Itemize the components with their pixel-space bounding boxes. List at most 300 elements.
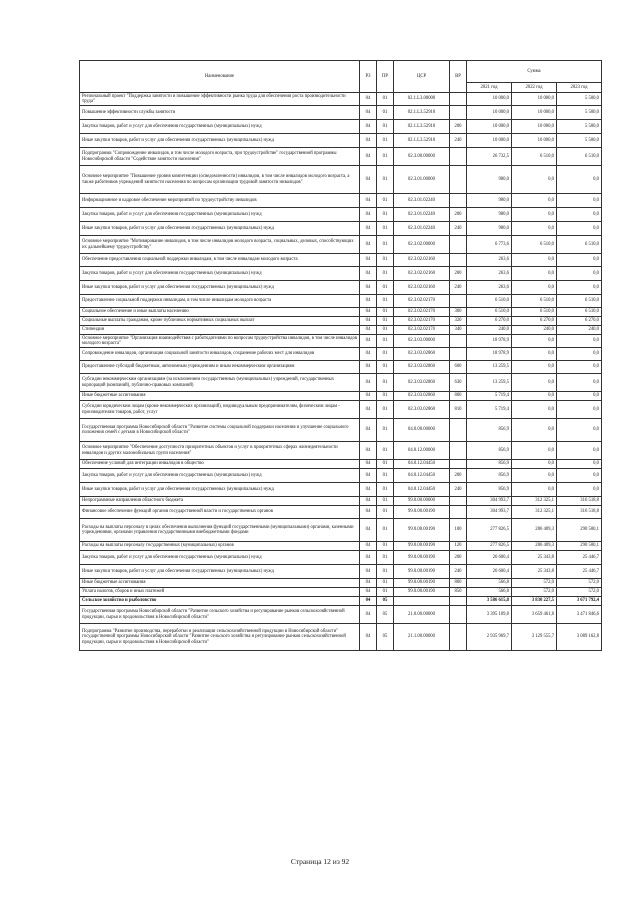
cell-vr: 800 — [450, 579, 467, 588]
cell-csr: 02.3.03.02860 — [394, 361, 450, 374]
cell-vr: 630 — [450, 374, 467, 392]
cell-csr: 04.0.00.00000 — [394, 419, 450, 442]
cell-csr: 04.0.12.04450 — [394, 483, 450, 497]
cell-pr: 01 — [377, 236, 394, 254]
cell-amount-2023: 316 518,8 — [557, 497, 602, 506]
cell-vr — [450, 194, 467, 208]
cell-amount-2022: 0,0 — [512, 348, 557, 361]
cell-vr: 200 — [450, 551, 467, 565]
cell-vr — [450, 606, 467, 624]
cell-pr: 01 — [377, 419, 394, 442]
cell-amount-2022: 0,0 — [512, 460, 557, 469]
cell-csr: 02.3.02.02160 — [394, 267, 450, 281]
table-row — [80, 419, 602, 442]
cell-amount-2023: 0,0 — [557, 460, 602, 469]
table-row — [80, 222, 602, 236]
cell-amount-2023: 0,0 — [557, 483, 602, 497]
cell-vr: 240 — [450, 222, 467, 236]
cell-amount-2023: 0,0 — [557, 166, 602, 194]
cell-amount-2022: 0,0 — [512, 267, 557, 281]
cell-name: Сельское хозяйство и рыболовство — [80, 597, 360, 606]
cell-csr: 99.0.00.00190 — [394, 506, 450, 519]
cell-amount-2023: 316 518,8 — [557, 506, 602, 519]
cell-pr: 01 — [377, 401, 394, 419]
cell-name: Непрограммные направления областного бюджета — [80, 497, 360, 506]
cell-amount-2022: 6 510,0 — [512, 295, 557, 308]
table-row — [80, 236, 602, 254]
cell-amount-2021: 5 719,4 — [467, 392, 512, 401]
cell-pr: 01 — [377, 317, 394, 326]
cell-pr: 01 — [377, 506, 394, 519]
header-rz: РЗ — [360, 61, 377, 93]
cell-name: Повышение эффективности службы занятости — [80, 106, 360, 120]
cell-amount-2022: 0,0 — [512, 374, 557, 392]
table-row — [80, 348, 602, 361]
cell-amount-2023: 0,0 — [557, 401, 602, 419]
cell-csr: 02.3.02.00000 — [394, 236, 450, 254]
cell-rz: 04 — [360, 606, 377, 624]
cell-pr: 01 — [377, 93, 394, 106]
cell-amount-2021: 6 510,0 — [467, 308, 512, 317]
cell-pr: 01 — [377, 588, 394, 597]
cell-name: Основное мероприятие "Обеспечение доступности приоритетных объектов и услуг в приоритетных сферах жизнедеятельности инвалидов и других маломобильных групп населения" — [80, 442, 360, 460]
table-row — [80, 148, 602, 166]
cell-vr: 200 — [450, 469, 467, 483]
cell-amount-2022: 3 129 555,7 — [512, 624, 557, 651]
cell-rz: 04 — [360, 222, 377, 236]
cell-vr — [450, 335, 467, 348]
cell-pr: 01 — [377, 361, 394, 374]
cell-vr: 100 — [450, 519, 467, 542]
cell-csr: 02.1.L3.52910 — [394, 120, 450, 134]
cell-rz: 04 — [360, 419, 377, 442]
table-row — [80, 392, 602, 401]
cell-name: Стипендии — [80, 326, 360, 335]
cell-amount-2021: 856,9 — [467, 460, 512, 469]
cell-name: Расходы на выплаты персоналу в целях обеспечения выполнения функций государственными (муниципальными) органами, казенными учреждениями, органами управления государственными внебюджетными фондами — [80, 519, 360, 542]
cell-name: Иные закупки товаров, работ и услуг для обеспечения государственных (муниципальных) нужд — [80, 134, 360, 148]
cell-vr — [450, 348, 467, 361]
cell-rz: 04 — [360, 497, 377, 506]
cell-name: Региональный проект "Поддержка занятости и повышение эффективности рынка труда для обеспечения роста производительности труда" — [80, 93, 360, 106]
table-row — [80, 483, 602, 497]
cell-amount-2021: 980,0 — [467, 208, 512, 222]
cell-rz: 04 — [360, 392, 377, 401]
cell-vr — [450, 236, 467, 254]
cell-amount-2023: 0,0 — [557, 254, 602, 267]
header-pr: ПР — [377, 61, 394, 93]
cell-amount-2022: 6 510,0 — [512, 148, 557, 166]
cell-vr: 810 — [450, 401, 467, 419]
cell-name: Информационное и кадровое обеспечение мероприятий по трудоустройству инвалидов — [80, 194, 360, 208]
cell-amount-2021: 18 978,9 — [467, 348, 512, 361]
table-row — [80, 194, 602, 208]
cell-name: Закупка товаров, работ и услуг для обеспечения государственных (муниципальных) нужд — [80, 120, 360, 134]
cell-rz: 04 — [360, 166, 377, 194]
cell-csr: 02.3.03.00000 — [394, 335, 450, 348]
cell-pr: 01 — [377, 222, 394, 236]
cell-name: Обеспечение условий для интеграции инвалидов в общество — [80, 460, 360, 469]
cell-rz: 04 — [360, 519, 377, 542]
header-csr: ЦСР — [394, 61, 450, 93]
cell-vr: 200 — [450, 267, 467, 281]
header-year-2022: 2022 год — [512, 83, 557, 93]
cell-vr: 600 — [450, 361, 467, 374]
cell-csr: 04.0.12.00000 — [394, 442, 450, 460]
cell-amount-2021: 263,6 — [467, 281, 512, 295]
cell-amount-2021: 13 259,5 — [467, 374, 512, 392]
cell-name: Сопровождение инвалидов, организация социальной занятости инвалидов, сохранение рабочих мест для инвалидов — [80, 348, 360, 361]
cell-amount-2022: 10 000,0 — [512, 93, 557, 106]
cell-amount-2021: 26 600,4 — [467, 551, 512, 565]
cell-pr: 01 — [377, 326, 394, 335]
cell-pr: 01 — [377, 166, 394, 194]
cell-csr: 02.3.01.02240 — [394, 208, 450, 222]
cell-pr: 01 — [377, 148, 394, 166]
cell-csr: 99.0.00.00190 — [394, 565, 450, 579]
header-sum: Сумма — [467, 61, 602, 83]
cell-rz: 04 — [360, 317, 377, 326]
cell-rz: 04 — [360, 106, 377, 120]
cell-amount-2022: 10 000,0 — [512, 106, 557, 120]
cell-vr — [450, 506, 467, 519]
cell-amount-2022: 0,0 — [512, 419, 557, 442]
cell-amount-2022: 25 343,8 — [512, 551, 557, 565]
cell-name: Субсидии юридическим лицам (кроме некоммерческих организаций), индивидуальным предпринимателям, физическим лицам - производителям товаров, работ, услуг — [80, 401, 360, 419]
cell-name: Закупка товаров, работ и услуг для обеспечения государственных (муниципальных) нужд — [80, 551, 360, 565]
cell-amount-2022: 0,0 — [512, 361, 557, 374]
cell-csr: 02.3.02.02170 — [394, 308, 450, 317]
cell-pr: 01 — [377, 308, 394, 317]
cell-csr: 02.3.01.02240 — [394, 222, 450, 236]
table-row — [80, 166, 602, 194]
cell-name: Закупка товаров, работ и услуг для обеспечения государственных (муниципальных) нужд — [80, 208, 360, 222]
cell-name: Уплата налогов, сборов и иных платежей — [80, 588, 360, 597]
cell-csr: 02.1.L3.00000 — [394, 93, 450, 106]
table-row — [80, 542, 602, 551]
cell-pr: 01 — [377, 106, 394, 120]
cell-rz: 04 — [360, 267, 377, 281]
cell-vr: 120 — [450, 542, 467, 551]
table-row — [80, 295, 602, 308]
cell-amount-2023: 0,0 — [557, 194, 602, 208]
cell-pr: 01 — [377, 267, 394, 281]
cell-pr: 01 — [377, 392, 394, 401]
cell-amount-2022: 3 659 461,8 — [512, 606, 557, 624]
cell-name: Расходы на выплаты персоналу государственных (муниципальных) органов — [80, 542, 360, 551]
cell-pr: 01 — [377, 374, 394, 392]
cell-amount-2021: 856,9 — [467, 483, 512, 497]
cell-amount-2021: 10 000,0 — [467, 93, 512, 106]
header-vr: ВР — [450, 61, 467, 93]
cell-pr: 01 — [377, 519, 394, 542]
cell-amount-2022: 572,0 — [512, 588, 557, 597]
cell-amount-2022: 0,0 — [512, 392, 557, 401]
cell-amount-2023: 3 671 792,4 — [557, 597, 602, 606]
cell-amount-2022: 10 000,0 — [512, 120, 557, 134]
cell-name: Предоставление социальной поддержки инвалидам, в том числе инвалидам молодого возраста — [80, 295, 360, 308]
cell-csr: 02.3.02.02170 — [394, 317, 450, 326]
cell-amount-2023: 0,0 — [557, 469, 602, 483]
cell-amount-2023: 25 446,7 — [557, 551, 602, 565]
cell-amount-2021: 263,6 — [467, 254, 512, 267]
cell-rz: 04 — [360, 374, 377, 392]
cell-amount-2022: 0,0 — [512, 335, 557, 348]
cell-rz: 04 — [360, 460, 377, 469]
cell-amount-2023: 6 510,0 — [557, 295, 602, 308]
cell-rz: 04 — [360, 565, 377, 579]
cell-rz: 04 — [360, 551, 377, 565]
cell-amount-2021: 6 510,0 — [467, 295, 512, 308]
cell-rz: 04 — [360, 579, 377, 588]
cell-amount-2023: 5 500,0 — [557, 93, 602, 106]
page-number: Страница 12 из 92 — [290, 857, 350, 866]
cell-rz: 04 — [360, 348, 377, 361]
cell-vr: 240 — [450, 134, 467, 148]
cell-pr: 01 — [377, 579, 394, 588]
cell-amount-2023: 6 510,0 — [557, 148, 602, 166]
cell-vr — [450, 295, 467, 308]
cell-csr — [394, 597, 450, 606]
cell-amount-2023: 0,0 — [557, 392, 602, 401]
cell-vr — [450, 93, 467, 106]
cell-amount-2021: 13 259,5 — [467, 361, 512, 374]
cell-amount-2021: 980,0 — [467, 166, 512, 194]
cell-rz: 04 — [360, 295, 377, 308]
cell-csr: 02.3.02.02160 — [394, 281, 450, 295]
cell-csr: 02.3.00.00000 — [394, 148, 450, 166]
cell-amount-2021: 6 270,0 — [467, 317, 512, 326]
cell-amount-2023: 25 446,7 — [557, 565, 602, 579]
cell-pr: 01 — [377, 295, 394, 308]
cell-name: Государственная программа Новосибирской области "Развитие сельского хозяйства и регулирование рынков сельскохозяйственной продукции, сырья и продовольствия в Новосибирской области" — [80, 606, 360, 624]
cell-vr: 200 — [450, 120, 467, 134]
cell-amount-2022: 6 270,0 — [512, 317, 557, 326]
cell-csr: 04.0.12.04450 — [394, 460, 450, 469]
cell-pr: 01 — [377, 469, 394, 483]
cell-rz: 04 — [360, 335, 377, 348]
cell-amount-2021: 304 993,7 — [467, 506, 512, 519]
cell-rz: 04 — [360, 597, 377, 606]
cell-amount-2022: 3 830 227,5 — [512, 597, 557, 606]
cell-amount-2021: 304 993,7 — [467, 497, 512, 506]
cell-vr: 340 — [450, 326, 467, 335]
cell-rz: 04 — [360, 624, 377, 651]
cell-rz: 04 — [360, 236, 377, 254]
table-row — [80, 267, 602, 281]
cell-amount-2023: 0,0 — [557, 208, 602, 222]
cell-name: Финансовое обеспечение функций органов государственной власти и государственных органов — [80, 506, 360, 519]
table-row — [80, 506, 602, 519]
table-row — [80, 497, 602, 506]
cell-vr: 320 — [450, 317, 467, 326]
cell-vr: 850 — [450, 588, 467, 597]
cell-amount-2022: 0,0 — [512, 469, 557, 483]
cell-csr: 02.3.01.00000 — [394, 166, 450, 194]
cell-csr: 04.0.12.04450 — [394, 469, 450, 483]
cell-amount-2023: 5 500,0 — [557, 120, 602, 134]
cell-amount-2021: 3 395 109,8 — [467, 606, 512, 624]
cell-pr: 01 — [377, 134, 394, 148]
table-row — [80, 326, 602, 335]
cell-amount-2023: 3 471 846,6 — [557, 606, 602, 624]
cell-amount-2023: 0,0 — [557, 442, 602, 460]
cell-amount-2022: 0,0 — [512, 254, 557, 267]
table-row — [80, 460, 602, 469]
cell-amount-2021: 566,8 — [467, 588, 512, 597]
cell-amount-2023: 240,0 — [557, 326, 602, 335]
cell-pr: 01 — [377, 483, 394, 497]
cell-amount-2021: 10 000,0 — [467, 106, 512, 120]
cell-csr: 02.1.L3.52910 — [394, 134, 450, 148]
table-row — [80, 254, 602, 267]
cell-amount-2022: 0,0 — [512, 401, 557, 419]
cell-amount-2022: 0,0 — [512, 442, 557, 460]
cell-name: Предоставление субсидий бюджетным, автономным учреждениям и иным некоммерческим организациям — [80, 361, 360, 374]
cell-pr: 01 — [377, 460, 394, 469]
cell-csr: 99.0.00.00190 — [394, 579, 450, 588]
cell-rz: 04 — [360, 401, 377, 419]
cell-csr: 02.3.01.02240 — [394, 194, 450, 208]
cell-amount-2022: 286 409,3 — [512, 542, 557, 551]
cell-name: Основное мероприятие "Мотивирование инвалидов, в том числе инвалидов молодого возраста, социальных, деловых, способствующих их дальнейшему трудоустройству" — [80, 236, 360, 254]
cell-rz: 04 — [360, 254, 377, 267]
cell-amount-2022: 6 510,0 — [512, 236, 557, 254]
cell-name: Основное мероприятие "Организация взаимодействия с работодателями по вопросам трудоустройства инвалидов, в том числе инвалидов молодого возраста" — [80, 335, 360, 348]
cell-amount-2021: 856,9 — [467, 442, 512, 460]
cell-rz: 04 — [360, 483, 377, 497]
cell-vr: 300 — [450, 308, 467, 317]
cell-vr: 240 — [450, 483, 467, 497]
table-row — [80, 335, 602, 348]
cell-pr: 01 — [377, 120, 394, 134]
cell-amount-2023: 0,0 — [557, 419, 602, 442]
cell-vr: 240 — [450, 281, 467, 295]
table-row — [80, 579, 602, 588]
cell-csr: 99.0.00.00190 — [394, 542, 450, 551]
cell-rz: 04 — [360, 148, 377, 166]
cell-name: Социальные выплаты гражданам, кроме публичных нормативных социальных выплат — [80, 317, 360, 326]
cell-rz: 04 — [360, 542, 377, 551]
cell-csr: 02.3.02.02160 — [394, 254, 450, 267]
cell-vr — [450, 106, 467, 120]
cell-amount-2021: 6 773,6 — [467, 236, 512, 254]
cell-pr: 01 — [377, 194, 394, 208]
cell-amount-2023: 572,0 — [557, 579, 602, 588]
table-row — [80, 469, 602, 483]
header-year-2023: 2023 год — [557, 83, 602, 93]
cell-pr: 01 — [377, 254, 394, 267]
cell-name: Государственная программа Новосибирской области "Развитие системы социальной поддержки населения и улучшение социального положения семей с детьми в Новосибирской области" — [80, 419, 360, 442]
cell-name: Иные бюджетные ассигнования — [80, 579, 360, 588]
cell-amount-2022: 0,0 — [512, 281, 557, 295]
cell-name: Подпрограмма "Сопровождение инвалидов, в том числе молодого возраста, при трудоустройстве" государственной программы Новосибирской области "Содействие занятости населения" — [80, 148, 360, 166]
cell-csr: 02.3.03.02860 — [394, 348, 450, 361]
cell-csr: 02.3.03.02860 — [394, 374, 450, 392]
cell-name: Основное мероприятие "Повышение уровня компетенции (осведомленности) инвалидов, в том числе инвалидов молодого возраста, а также работников учреждений занятости населения по вопросам организации трудовой занятости инвалидов" — [80, 166, 360, 194]
cell-pr: 01 — [377, 208, 394, 222]
cell-rz: 04 — [360, 361, 377, 374]
cell-rz: 04 — [360, 281, 377, 295]
cell-amount-2023: 0,0 — [557, 281, 602, 295]
cell-csr: 99.0.00.00190 — [394, 551, 450, 565]
cell-vr — [450, 442, 467, 460]
cell-vr: 800 — [450, 392, 467, 401]
cell-amount-2023: 0,0 — [557, 222, 602, 236]
cell-csr: 21.0.00.00000 — [394, 606, 450, 624]
cell-amount-2021: 980,0 — [467, 222, 512, 236]
cell-amount-2023: 290 500,1 — [557, 519, 602, 542]
cell-name: Иные бюджетные ассигнования — [80, 392, 360, 401]
cell-rz: 04 — [360, 134, 377, 148]
cell-amount-2022: 0,0 — [512, 194, 557, 208]
cell-amount-2021: 26 600,4 — [467, 565, 512, 579]
cell-amount-2022: 0,0 — [512, 483, 557, 497]
cell-name: Иные закупки товаров, работ и услуг для обеспечения государственных (муниципальных) нужд — [80, 222, 360, 236]
cell-rz: 04 — [360, 120, 377, 134]
table-row — [80, 519, 602, 542]
cell-amount-2021: 240,0 — [467, 326, 512, 335]
cell-rz: 04 — [360, 588, 377, 597]
table-row — [80, 442, 602, 460]
cell-amount-2021: 980,0 — [467, 194, 512, 208]
cell-name: Иные закупки товаров, работ и услуг для обеспечения государственных (муниципальных) нужд — [80, 483, 360, 497]
cell-amount-2021: 18 978,9 — [467, 335, 512, 348]
cell-vr — [450, 148, 467, 166]
cell-amount-2021: 10 000,0 — [467, 120, 512, 134]
cell-amount-2023: 0,0 — [557, 348, 602, 361]
cell-pr: 01 — [377, 335, 394, 348]
table-row — [80, 606, 602, 624]
cell-pr: 05 — [377, 606, 394, 624]
cell-name: Субсидии некоммерческим организациям (за исключением государственных (муниципальных) учреждений, государственных корпораций (компаний), публично-правовых компаний) — [80, 374, 360, 392]
cell-vr: 240 — [450, 565, 467, 579]
table-row — [80, 208, 602, 222]
cell-csr: 02.1.L3.52910 — [394, 106, 450, 120]
cell-pr: 01 — [377, 551, 394, 565]
cell-pr: 01 — [377, 442, 394, 460]
table-row — [80, 106, 602, 120]
cell-vr — [450, 497, 467, 506]
table-row — [80, 597, 602, 606]
cell-pr: 05 — [377, 624, 394, 651]
cell-pr: 01 — [377, 565, 394, 579]
table-row — [80, 281, 602, 295]
cell-vr — [450, 254, 467, 267]
cell-rz: 04 — [360, 469, 377, 483]
cell-amount-2021: 277 826,5 — [467, 519, 512, 542]
cell-amount-2021: 856,9 — [467, 419, 512, 442]
cell-amount-2023: 290 500,1 — [557, 542, 602, 551]
cell-amount-2023: 6 270,0 — [557, 317, 602, 326]
table-row — [80, 374, 602, 392]
cell-amount-2023: 0,0 — [557, 374, 602, 392]
cell-name: Обеспечение предоставления социальной поддержки инвалидам, в том числе инвалидам молодого возраста — [80, 254, 360, 267]
table-row — [80, 565, 602, 579]
cell-amount-2023: 0,0 — [557, 335, 602, 348]
cell-rz: 04 — [360, 326, 377, 335]
cell-amount-2023: 3 089 162,8 — [557, 624, 602, 651]
table-row — [80, 120, 602, 134]
cell-amount-2022: 6 510,0 — [512, 308, 557, 317]
table-row — [80, 588, 602, 597]
table-header — [80, 61, 602, 93]
cell-csr: 99.0.00.00000 — [394, 497, 450, 506]
cell-pr: 01 — [377, 542, 394, 551]
cell-pr: 05 — [377, 597, 394, 606]
table-row — [80, 93, 602, 106]
cell-amount-2021: 10 000,0 — [467, 134, 512, 148]
